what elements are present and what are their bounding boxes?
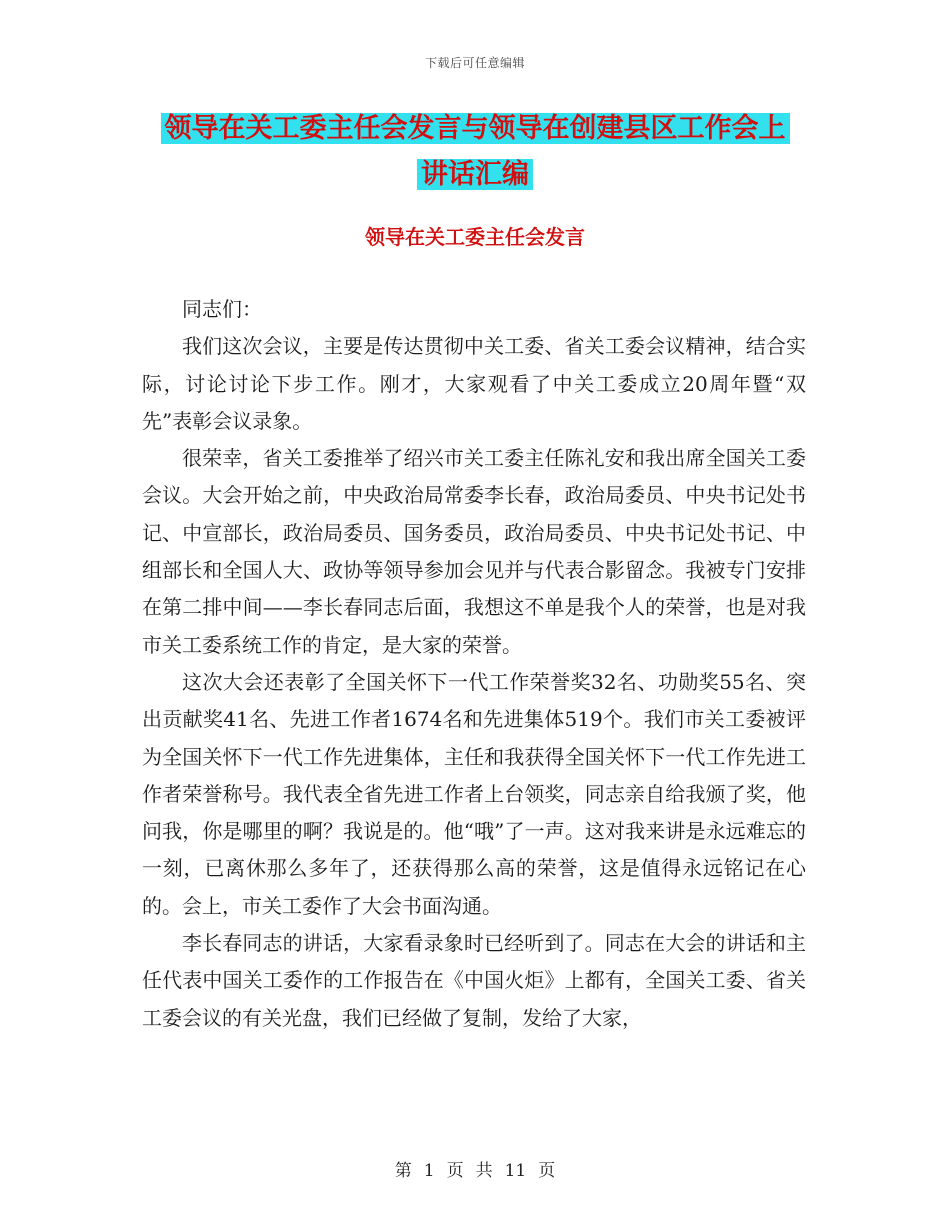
footer-page-number: 1 [423, 1161, 435, 1181]
document-title-line-2: 讲话汇编 [417, 159, 533, 190]
footer-total-label: 共 [475, 1161, 493, 1181]
paragraph: 很荣幸，省关工委推举了绍兴市关工委主任陈礼安和我出席全国关工委会议。大会开始之前，中央政治局常委李长春，政治局委员、中央书记处书记、中宣部长，政治局委员、国务委员，政治局委员、中央书记处书记、中组部长和全国人大、政协等领导参加会见并与代表合影留念。我被专门安排在第二排中间——李长春同志后面，我想这不单是我个人的荣誉，也是对我市关工委系统工作的肯定，是大家的荣誉。 [142, 446, 806, 657]
footer-total-pages: 11 [504, 1161, 527, 1181]
paragraph-salutation: 同志们： [182, 297, 262, 321]
footer-page-unit: 页 [446, 1161, 464, 1181]
document-title-line-1: 领导在关工委主任会发言与领导在创建县区工作会上 [161, 113, 790, 144]
page-footer [0, 1156, 950, 1181]
footer-page-label: 第 [394, 1161, 412, 1181]
page-header-note: 下载后可任意编辑 [424, 56, 525, 70]
paragraph: 我们这次会议，主要是传达贯彻中关工委、省关工委会议精神，结合实际，讨论讨论下步工作。刚才，大家观看了中关工委成立20周年暨“双先”表彰会议录象。 [142, 334, 806, 433]
document-body [142, 291, 806, 1037]
footer-total-unit: 页 [538, 1161, 556, 1181]
paragraph: 这次大会还表彰了全国关怀下一代工作荣誉奖32名、功勋奖55名、突出贡献奖41名、先进工作者1674名和先进集体519个。我们市关工委被评为全国关怀下一代工作先进集体，主任和我获得全国关怀下一代工作先进工作者荣誉称号。我代表全省先进工作者上台领奖，同志亲自给我颁了奖，他问我，你是哪里的啊？我说是的。他“哦”了一声。这对我来讲是永远难忘的一刻，已离休那么多年了，还获得那么高的荣誉，这是值得永远铭记在心的。会上，市关工委作了大会书面沟通。 [142, 669, 806, 918]
document-title [140, 106, 810, 198]
paragraph: 李长春同志的讲话，大家看录象时已经听到了。同志在大会的讲话和主任代表中国关工委作的工作报告在《中国火炬》上都有，全国关工委、省关工委会议的有关光盘，我们已经做了复制，发给了大家， [142, 931, 806, 1030]
section-title: 领导在关工委主任会发言 [365, 225, 585, 249]
